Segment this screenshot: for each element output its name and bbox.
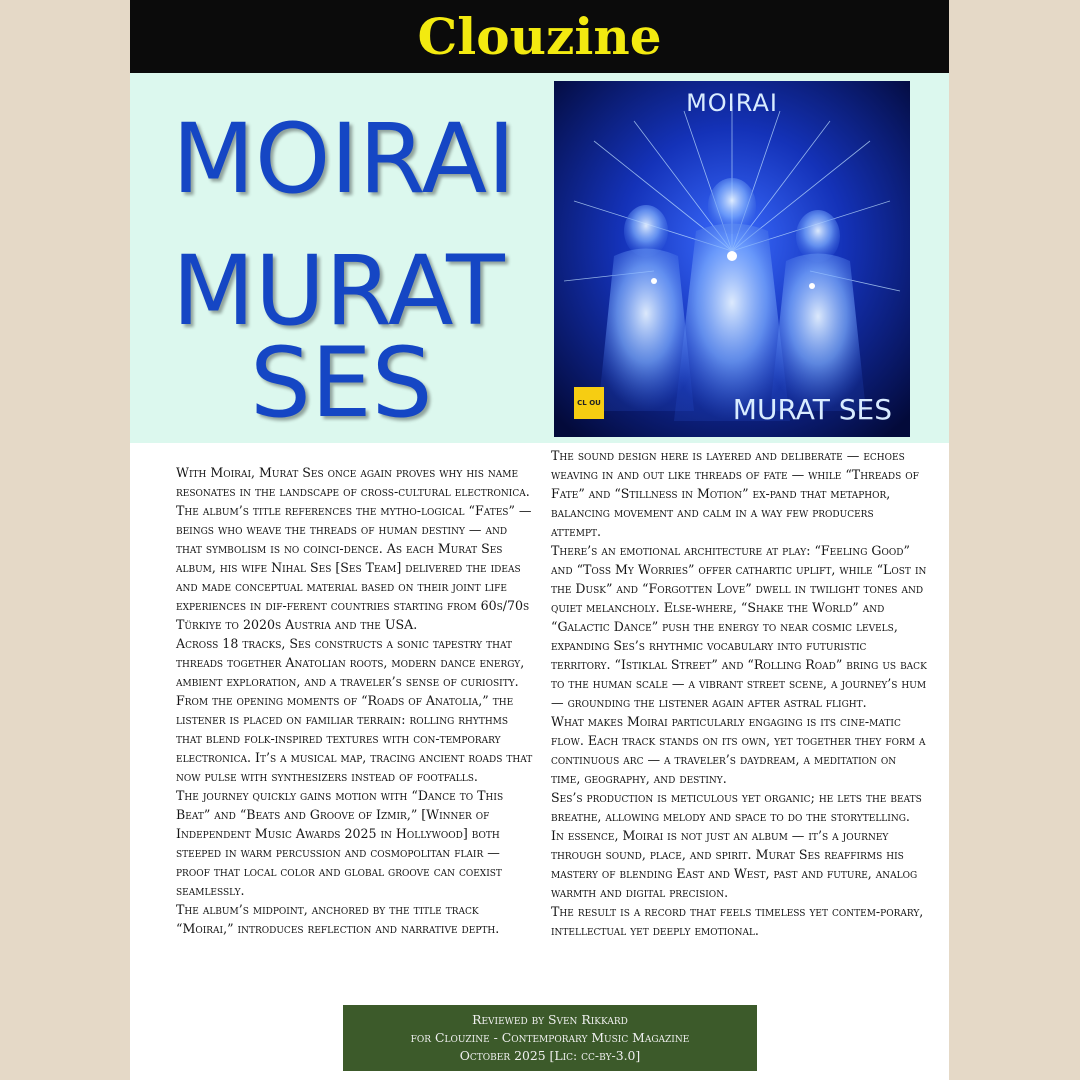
review-credit-box: [343, 1005, 757, 1071]
article-paragraph: What makes Moirai particularly engaging is its cine-matic flow. Each track stands on its own, yet together they form a continuous arc — a traveler’s daydream, a meditation on time, geography, and destiny.: [551, 714, 926, 786]
hero-section: [130, 73, 949, 443]
article-paragraph: The journey quickly gains motion with “Dance to This Beat” and “Beats and Groove of Izmir,” [Winner of Independent Music Awards 2025 in Hollywood] both steeped in warm percussion and cosmopolitan flair — proof that local color and global groove can coexist seamlessly.: [176, 788, 504, 898]
article-column-right: [551, 446, 927, 940]
cover-artist-name: MURAT SES: [732, 393, 892, 426]
article-paragraph: The album’s midpoint, anchored by the title track “Moirai,” introduces reflection and narrative depth.: [176, 902, 500, 936]
publication-line: for Clouzine - Contemporary Music Magazine: [410, 1030, 690, 1045]
article-column-left: [176, 463, 536, 938]
artist-first-name-heading: MURAT: [172, 235, 505, 347]
date-license-line: October 2025 [Lic: cc-by-3.0]: [459, 1048, 641, 1063]
badge-text: CL OU: [577, 399, 601, 407]
cover-album-title: MOIRAI: [686, 89, 778, 117]
artist-last-name-heading: SES: [250, 327, 433, 439]
album-title-heading: MOIRAI: [172, 103, 516, 215]
article-paragraph: Across 18 tracks, Ses constructs a sonic tapestry that threads together Anatolian roots, modern dance energy, ambient exploration, and a traveler’s sense of curiosity.: [176, 636, 525, 689]
reviewer-line: Reviewed by Sven Rikkard: [472, 1012, 628, 1027]
article-paragraph: From the opening moments of “Roads of Anatolia,” the listener is placed on familiar terrain: rolling rhythms that blend folk-inspired textures with con-temporary electronica. It’s a musical map, tracing ancient roads that now pulse with synthesizers instead of footfalls.: [176, 693, 533, 784]
article-paragraph: Ses’s production is meticulous yet organic; he lets the beats breathe, allowing melody and space to do the storytelling.: [551, 790, 922, 824]
magazine-page: [130, 0, 949, 1080]
magazine-title: Clouzine: [417, 6, 662, 66]
article-paragraph: The result is a record that feels timeless yet contem-porary, intellectual yet deeply emotional.: [551, 904, 924, 938]
article-paragraph: With Moirai, Murat Ses once again proves why his name resonates in the landscape of cross-cultural electronica. The album’s title references the mytho-logical “Fates” — beings who weave the threads of human destiny — and that symbolism is no coinci-dence. As each Murat Ses album, his wife Nihal Ses [Ses Team] delivered the ideas and made conceptual material based on their joint life experiences in dif-ferent countries starting from 60s/70s Türkiye to 2020s Austria and the USA.: [176, 465, 532, 632]
clouzine-logo-badge: [574, 387, 604, 419]
article-paragraph: In essence, Moirai is not just an album — it’s a journey through sound, place, and spirit. Murat Ses reaffirms his mastery of blending East and West, past and future, analog warmth and digital precision.: [551, 828, 918, 900]
article-paragraph: There’s an emotional architecture at play: “Feeling Good” and “Toss My Worries” offer cathartic uplift, while “Lost in the Dusk” and “Forgotten Love” dwell in twilight tones and quiet melancholy. Else-where, “Shake the World” and “Galactic Dance” push the energy to near cosmic levels, expanding Ses’s rhythmic vocabulary into futuristic territory. “Istiklal Street” and “Rolling Road” bring us back to the human scale — a vibrant street scene, a journey’s hum — grounding the listener again after astral flight.: [551, 543, 927, 710]
album-cover-artwork: [554, 81, 910, 437]
album-cover-image: [554, 81, 910, 437]
article-paragraph: The sound design here is layered and deliberate — echoes weaving in and out like threads of fate — while “Threads of Fate” and “Stillness in Motion” ex-pand that metaphor, balancing movement and calm in a way few producers attempt.: [551, 448, 919, 539]
masthead: [130, 0, 949, 73]
